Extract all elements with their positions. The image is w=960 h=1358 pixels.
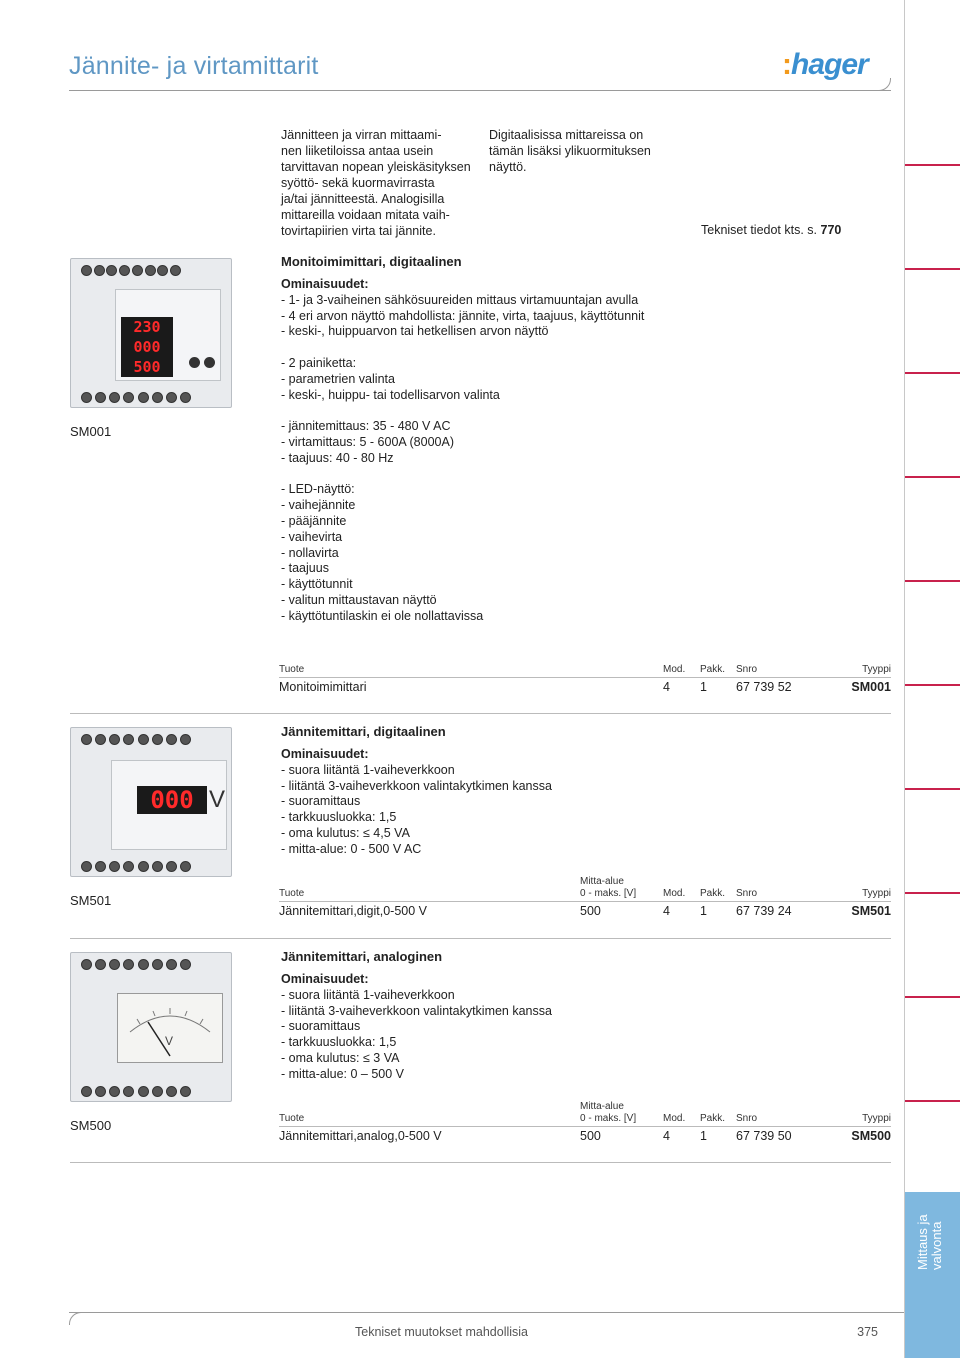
- sm500-th-mod: Mod.: [663, 1113, 686, 1124]
- sm500-code-label: SM500: [70, 1118, 112, 1133]
- sm500-th-range-2: 0 - maks. [V]: [580, 1113, 637, 1124]
- sm501-th-mod: Mod.: [663, 888, 686, 899]
- intro-right: Digitaalisissa mittareissa on tämän lisäksi ylikuormituksen näyttö.: [489, 128, 651, 174]
- sm001-td-tyyppi: SM001: [851, 680, 891, 694]
- rail-marker-2: [905, 268, 960, 270]
- sm001-display-line-1: 230: [133, 318, 161, 336]
- side-tab-rail: [904, 0, 960, 1358]
- sm500-analog-dial: [117, 993, 223, 1063]
- sm001-title: Monitoimimittari, digitaalinen: [281, 254, 462, 269]
- sm501-th-tyyppi: Tyyppi: [862, 888, 891, 899]
- sm501-th-snro: Snro: [736, 888, 758, 899]
- sm501-th-pakk: Pakk.: [700, 888, 726, 899]
- sm501-td-snro: 67 739 24: [736, 904, 792, 918]
- sm001-td-mod: 4: [663, 680, 670, 694]
- sm501-features: Ominaisuudet: - suora liitäntä 1-vaiheverkkoon - liitäntä 3-vaiheverkkoon valintakytkimen kanssa - suoramittaus - tarkkuusluokka: 1,5 - oma kulutus: ≤ 4,5 VA - mitta-alue: 0 - 500 V AC: [281, 747, 552, 856]
- sm001-td-pakk: 1: [700, 680, 707, 694]
- sm501-table-rule: [279, 901, 891, 902]
- sm500-td-range: 500: [580, 1129, 601, 1143]
- sm500-th-tyyppi: Tyyppi: [862, 1113, 891, 1124]
- sm500-th-range-1: Mitta-alue: [580, 1101, 624, 1112]
- sm001-code-label: SM001: [70, 424, 112, 439]
- sm001-th-tuote: Tuote: [279, 664, 305, 675]
- page-title: Jännite- ja virtamittarit: [69, 52, 319, 80]
- sm501-display-unit: V: [209, 786, 226, 813]
- sm501-title: Jännitemittari, digitaalinen: [281, 724, 446, 739]
- sm500-td-tuote: Jännitemittari,analog,0-500 V: [279, 1129, 442, 1143]
- section-divider-1: [70, 713, 891, 714]
- rail-marker-7: [905, 788, 960, 790]
- rail-marker-1: [905, 164, 960, 166]
- footer-note: Tekniset muutokset mahdollisia: [355, 1325, 528, 1339]
- rail-marker-6: [905, 684, 960, 686]
- sm501-td-tuote: Jännitemittari,digit,0-500 V: [279, 904, 427, 918]
- sm500-td-snro: 67 739 50: [736, 1129, 792, 1143]
- sm500-title: Jännitemittari, analoginen: [281, 949, 443, 964]
- rail-marker-10: [905, 1100, 960, 1102]
- sm001-td-tuote: Monitoimimittari: [279, 680, 367, 694]
- sm501-product-image: [70, 727, 232, 877]
- sm001-table-rule: [279, 677, 891, 678]
- intro-left: Jännitteen ja virran mittaami- nen liiketiloissa antaa usein tarvittavan nopean yleiskäsityksen syöttö- sekä kuormavirrasta ja/tai jännitteestä. Analogisilla mittareilla voidaan mitata vaih- tovirtapiirien virta tai jännite.: [281, 128, 471, 238]
- sm501-code-label: SM501: [70, 893, 112, 908]
- page-number: 375: [857, 1325, 878, 1339]
- sm500-td-mod: 4: [663, 1129, 670, 1143]
- sm001-product-image: [70, 258, 232, 408]
- side-tab-active[interactable]: [905, 1192, 960, 1358]
- sm501-display: 000: [137, 786, 207, 814]
- sm500-dial-unit: V: [165, 1034, 174, 1048]
- sm001-display-line-2: 000: [133, 338, 161, 356]
- sm001-display-line-3: 500: [133, 358, 161, 376]
- sm501-td-pakk: 1: [700, 904, 707, 918]
- sm500-td-tyyppi: SM500: [851, 1129, 891, 1143]
- sm500-td-pakk: 1: [700, 1129, 707, 1143]
- sm001-th-snro: Snro: [736, 664, 758, 675]
- rail-marker-3: [905, 372, 960, 374]
- sm500-th-tuote: Tuote: [279, 1113, 305, 1124]
- sm001-td-snro: 67 739 52: [736, 680, 792, 694]
- rail-marker-9: [905, 996, 960, 998]
- sm001-th-pakk: Pakk.: [700, 664, 726, 675]
- sm001-th-mod: Mod.: [663, 664, 686, 675]
- footer-divider: [69, 1312, 904, 1313]
- sm500-table-rule: [279, 1126, 891, 1127]
- sm501-th-range-1: Mitta-alue: [580, 876, 624, 887]
- sm500-product-image: [70, 952, 232, 1102]
- footer-divider-corner: [69, 1312, 82, 1325]
- tech-ref: Tekniset tiedot kts. s. 770: [701, 223, 842, 237]
- sm500-features: Ominaisuudet: - suora liitäntä 1-vaiheverkkoon - liitäntä 3-vaiheverkkoon valintakytkimen kanssa - suoramittaus - tarkkuusluokka: 1,5 - oma kulutus: ≤ 3 VA - mitta-alue: 0 – 500 V: [281, 972, 552, 1081]
- sm501-td-range: 500: [580, 904, 601, 918]
- section-divider-3: [70, 1162, 891, 1163]
- hager-logo: :hager: [782, 48, 868, 81]
- sm001-th-tyyppi: Tyyppi: [862, 664, 891, 675]
- header-divider: [69, 90, 891, 91]
- rail-marker-4: [905, 476, 960, 478]
- sm500-th-snro: Snro: [736, 1113, 758, 1124]
- sm501-td-mod: 4: [663, 904, 670, 918]
- sm500-th-pakk: Pakk.: [700, 1113, 726, 1124]
- sm501-td-tyyppi: SM501: [851, 904, 891, 918]
- sm501-th-tuote: Tuote: [279, 888, 305, 899]
- side-tab-label: Mittaus ja valvonta: [915, 1214, 944, 1270]
- sm501-th-range-2: 0 - maks. [V]: [580, 888, 637, 899]
- section-divider-2: [70, 938, 891, 939]
- rail-marker-5: [905, 580, 960, 582]
- rail-marker-8: [905, 892, 960, 894]
- sm001-features: Ominaisuudet: - 1- ja 3-vaiheinen sähkösuureiden mittaus virtamuuntajan avulla - 4 eri arvon näyttö mahdollista: jännite, virta, taajuus, käyttötunnit - keski-, huippuarvon tai hetkellisen arvon näyttö - 2 painiketta: - parametrien valinta - keski-, huippu- tai todellisarvon valinta - jännitemittaus: 35 - 480 V AC - virtamittaus: 5 - 600A (8000A) - taajuus: 40 - 80 Hz - LED-näyttö: - vaihejännite - pääjännite - vaihevirta - nollavirta - taajuus - käyttötunnit - valitun mittaustavan näyttö - käyttötuntilaskin ei ole nollattavissa: [281, 277, 645, 623]
